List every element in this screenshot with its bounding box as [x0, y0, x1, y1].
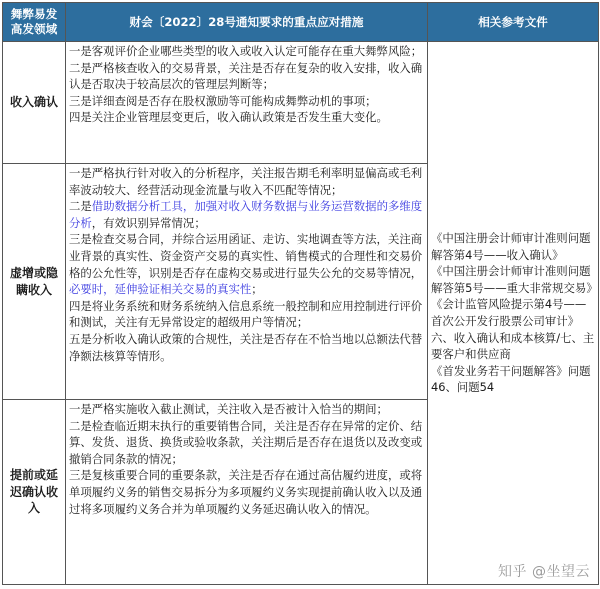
measure-tail: ，有效识别异常情况； — [91, 215, 206, 230]
reference-item: 《中国注册会计师审计准则问题解答第5号——重大非常规交易》 — [431, 264, 598, 295]
measures-cell — [66, 42, 428, 164]
measure-item: 一是严格实施收入截止测试，关注收入是否被计入恰当的期间； — [69, 402, 388, 416]
measure-item — [69, 198, 424, 231]
measures-cell — [66, 164, 428, 400]
measure-item: 五是分析收入确认政策的合规性，关注是否存在不恰当地以总额法代替净额法核算等情形。 — [69, 331, 423, 363]
references-cell — [428, 42, 599, 585]
header-references: 相关参考文件 — [428, 3, 599, 42]
reference-item: 《中国注册会计师审计准则问题解答第4号——收入确认》 — [431, 231, 591, 262]
measure-item: 四是关注企业管理层变更后，收入确认政策是否发生重大变化。 — [69, 110, 388, 125]
measure-lead: 二是 — [69, 199, 92, 214]
reference-item: 《首发业务若干问题解答》问题46、问题54 — [431, 363, 591, 395]
area-cell: 虚增或隐瞒收入 — [3, 164, 66, 400]
measures-cell — [66, 400, 428, 585]
measure-item: 四是将业务系统和财务系统纳入信息系统一般控制和应用控制进行评价和测试，关注有无异常设定的超级用户等情况； — [69, 298, 423, 330]
measure-item: 二是严格核查收入的交易背景，关注是否存在复杂的收入安排，收入确认是否取决于较高层次的管理层判断等； — [69, 60, 423, 92]
measure-item: 三是复核重要合同的重要条款，关注是否存在通过高估履约进度，或将单项履约义务的销售交易拆分为多项履约义务实现提前确认收入以及通过将多项履约义务合并为单项履约义务延迟确认收入的情况。 — [69, 468, 423, 516]
measure-lead: 三是检查交易合同，并综合运用函证、走访、实地调查等方法，关注商业背景的真实性、资金资产交易的真实性、销售模式的合理性和交易价格的公允性等，识别是否存在虚构交易或进行显失公允的交易等情况， — [69, 232, 423, 280]
measure-item: 三是详细查阅是否存在股权激励等可能构成舞弊动机的事项； — [69, 93, 377, 108]
measure-item: 一是客观评价企业哪些类型的收入或收入认定可能存在重大舞弊风险； — [69, 44, 423, 58]
area-cell: 收入确认 — [3, 42, 66, 164]
measure-item: 一是严格执行针对收入的分析程序，关注报告期毛利率明显偏高或毛利率波动较大、经营活动现金流量与收入不匹配等情况； — [69, 166, 423, 197]
measure-item: 二是检查临近期末执行的重要销售合同，关注是否存在异常的定价、结算、发货、退货、换货或验收条款，关注期后是否存在退货以及改变或撤销合同条款的情况； — [69, 418, 423, 466]
highlighted-text: 必要时，延伸验证相关交易的真实性 — [69, 282, 252, 297]
area-cell: 提前或延迟确认收入 — [3, 400, 66, 585]
header-area: 舞弊易发高发领域 — [3, 3, 66, 42]
measures-table — [2, 2, 599, 585]
header-measures: 财会〔2022〕28号通知要求的重点应对措施 — [66, 3, 428, 42]
table-header-row — [3, 3, 599, 42]
measure-item — [69, 231, 424, 297]
measure-tail: ； — [251, 282, 263, 297]
highlighted-text: 借助数据分析工具，加强对收入财务数据与业务运营数据的多维度分析 — [69, 199, 423, 230]
reference-item: 《会计监管风险提示第4号——首次公开发行股票公司审计》六、收入确认和成本核算/七、主要客户和供应商 — [431, 297, 595, 362]
watermark: 知乎 @坐望云 — [498, 564, 590, 580]
table-row-revenue-recognition — [3, 42, 599, 164]
